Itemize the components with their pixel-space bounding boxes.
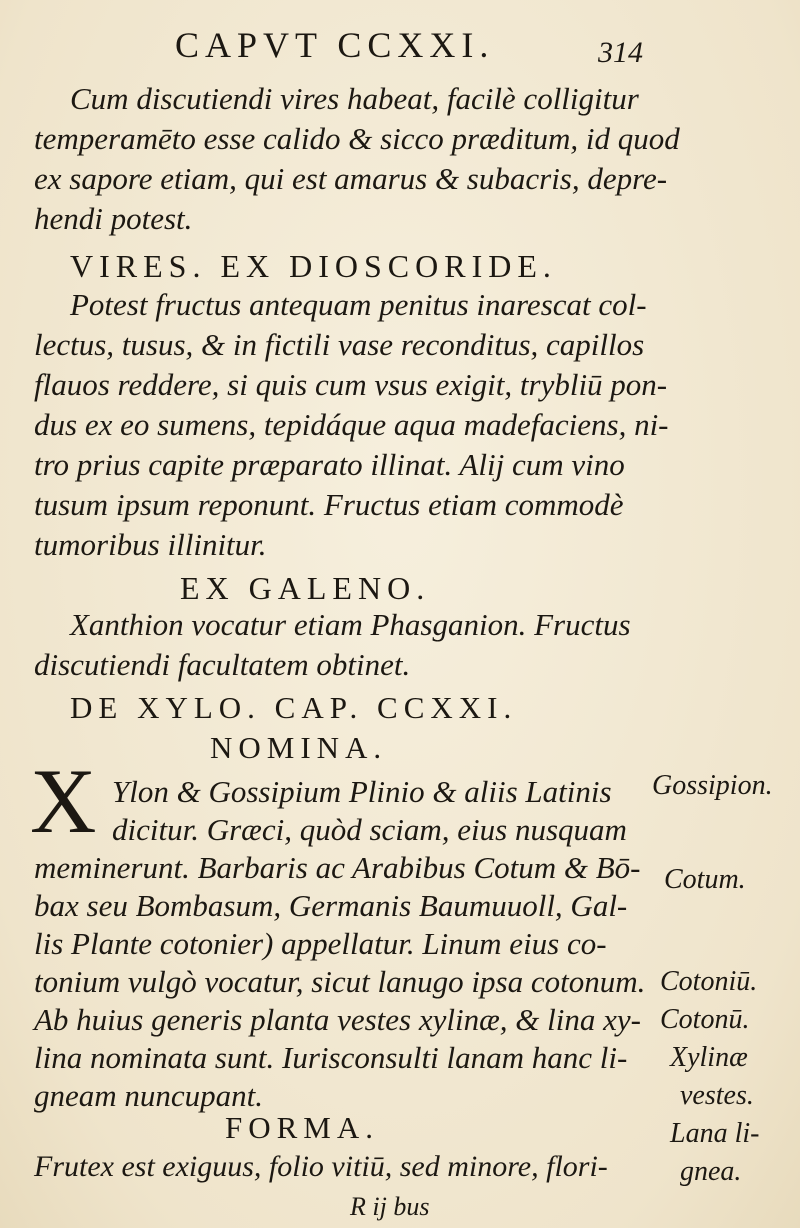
- text-line: discutiendi facultatem obtinet.: [34, 647, 411, 682]
- page-header: [0, 20, 800, 70]
- text-line: tumoribus illinitur.: [34, 527, 267, 562]
- margin-note: vestes.: [680, 1080, 754, 1111]
- text-line: Ylon & Gossipium Plinio & aliis Latinis: [112, 774, 612, 809]
- heading-galeno: EX GALENO.: [180, 570, 431, 606]
- margin-note: Cotum.: [664, 864, 746, 895]
- text-line: tonium vulgò vocatur, sicut lanugo ipsa cotonum.: [34, 964, 646, 999]
- text-line: ex sapore etiam, qui est amarus & subacris, depre-: [34, 161, 668, 196]
- margin-note: Lana li-: [670, 1118, 760, 1149]
- running-head: CAPVT CCXXI.: [175, 25, 495, 65]
- text-line: dicitur. Græci, quòd sciam, eius nusquam: [112, 812, 627, 847]
- page-number: 314: [598, 36, 643, 69]
- margin-note: Gossipion.: [652, 770, 773, 801]
- margin-note: Cotoniū.: [660, 966, 758, 997]
- text-line: gneam nuncupant.: [34, 1078, 264, 1113]
- text-line: temperamēto esse calido & sicco præditum, id quod: [34, 121, 680, 156]
- text-line: lectus, tusus, & in fictili vase reconditus, capillos: [34, 327, 645, 362]
- text-line: hendi potest.: [34, 201, 193, 236]
- drop-cap: X: [30, 750, 97, 852]
- heading-forma: FORMA.: [225, 1110, 380, 1145]
- text-line: lis Plante cotonier) appellatur. Linum eius co-: [34, 926, 607, 961]
- text-line: flauos reddere, si quis cum vsus exigit, trybliū pon-: [34, 367, 668, 402]
- text-line: dus ex eo sumens, tepidáque aqua madefaciens, ni-: [34, 407, 669, 442]
- text-line: tro prius capite præparato illinat. Alij cum vino: [34, 447, 625, 482]
- text-line: Ab huius generis planta vestes xylinæ, & lina xy-: [34, 1002, 641, 1037]
- margin-note: Xylinæ: [670, 1042, 748, 1073]
- text-line: Cum discutiendi vires habeat, facilè colligitur: [70, 81, 639, 116]
- margin-note: gnea.: [680, 1156, 742, 1187]
- text-line: meminerunt. Barbaris ac Arabibus Cotum & Bō-: [34, 850, 641, 885]
- text-line: Xanthion vocatur etiam Phasganion. Fructus: [70, 607, 631, 642]
- text-line: Potest fructus antequam penitus inarescat col-: [70, 287, 647, 322]
- text-line: bax seu Bombasum, Germanis Baumuuoll, Gal-: [34, 888, 628, 923]
- catchword: R ij bus: [350, 1192, 430, 1221]
- margin-note: Cotonū.: [660, 1004, 750, 1035]
- heading-nomina: NOMINA.: [210, 730, 388, 765]
- heading-vires: VIRES. EX DIOSCORIDE.: [70, 248, 557, 284]
- chapter-heading: DE XYLO. CAP. CCXXI.: [70, 690, 518, 725]
- text-line: Frutex est exiguus, folio vitiū, sed minore, flori-: [34, 1150, 608, 1183]
- text-line: tusum ipsum reponunt. Fructus etiam commodè: [34, 487, 624, 522]
- text-line: lina nominata sunt. Iurisconsulti lanam hanc li-: [34, 1040, 628, 1075]
